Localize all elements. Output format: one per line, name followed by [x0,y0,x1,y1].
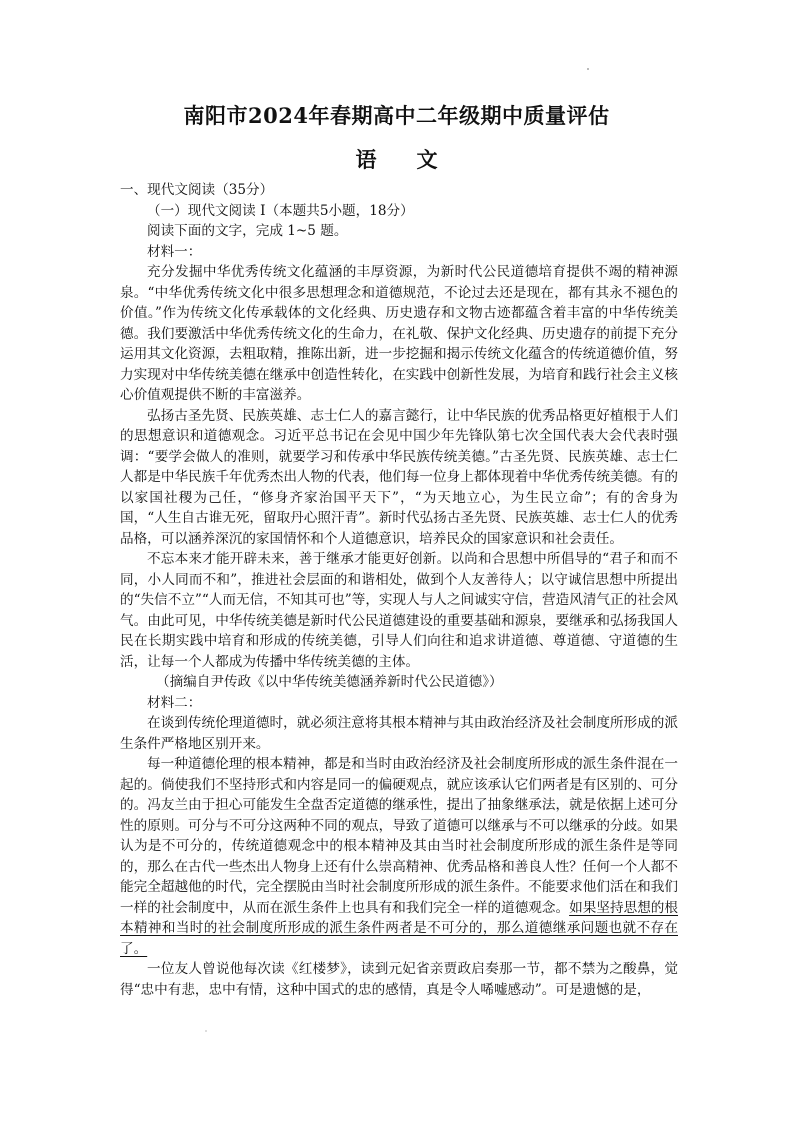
section-title: 一、现代文阅读（35分） [120,182,274,198]
material2-paragraph-3: 一位友人曾说他每次读《红楼梦》，读到元妃省亲贾政启奏那一节，都不禁为之酸鼻，觉得“忠中有悲，忠中有情，这种中国式的忠的感情，真是令人唏嘘感动”。可是遗憾的是， [120,961,678,998]
material2-paragraph-2 [120,754,678,959]
material1-label: 材料一： [147,243,202,260]
exam-content [120,180,678,1000]
scan-speck [587,68,589,70]
material1-source: （摘编自尹传政《以中华传统美德涵养新时代公民道德》） [156,674,503,690]
material1-paragraph-3: 不忘本来才能开辟未来，善于继承才能更好创新。以尚和合思想中所倡导的“君子和而不同，小人同而不和”，推进社会层面的和谐相处，做到个人友善待人；以守诚信思想中所提出的“失信不立”“人而无信，不知其可也”等，实现人与人之间诚实守信，营造风清气正的社会风气。由此可见，中华传统美德是新时代公民道德建设的重要基础和源泉，要继承和弘扬我国人民在长期实践中培育和形成的传统美德，引导人们向往和追求讲道德、尊道德、守道德的生活，让每一个人都成为传播中华传统美德的主体。 [120,551,678,670]
instruction-text: 阅读下面的文字，完成 1~5 题。 [147,223,348,239]
subject-char-2: 文 [416,147,438,172]
material1-paragraph-1: 充分发掘中华优秀传统文化蕴涵的丰厚资源，为新时代公民道德培育提供不竭的精神源泉。“中华优秀传统文化中很多思想理念和道德规范，不论过去还是现在，都有其永不褪色的价值。”作为传统文化传承载体的文化经典、历史遗存和文物古迹都蕴含着丰富的中华传统美德。我们要激活中华优秀传统文化的生命力，在礼敬、保护文化经典、历史遗存的前提下充分运用其文化资源，去粗取精，推陈出新，进一步挖掘和揭示传统文化蕴含的传统道德价值，努力实现对中华传统美德在继承中创造性转化，在实践中创新性发展，为培育和践行社会主义核心价值观提供不断的丰富滋养。 [120,264,678,403]
material2-paragraph-2-text: 每一种道德伦理的根本精神，都是和当时由政治经济及社会制度所形成的派生条件混在一起的。倘使我们不坚持形式和内容是同一的偏硬观点，就应该承认它们两者是有区别的、可分的。冯友兰由于担心可能发生全盘否定道德的继承性，提出了抽象继承法，就是依据上述可分性的原则。可分与不可分这两种不同的观点，导致了道德可以继承与不可以继承的分歧。如果认为是不可分的，传统道德观念中的根本精神及其由当时社会制度所形成的派生条件是等同的，那么在古代一些杰出人物身上还有什么崇高精神、优秀品格和善良人性？任何一个人都不能完全超越他的时代，完全摆脱由当时社会制度所形成的派生条件。不能要求他们活在和我们一样的社会制度中，从而在派生条件上也具有和我们完全一样的道德观念。 [120,756,678,916]
subject-title [0,144,793,174]
material1-paragraph-2: 弘扬古圣先贤、民族英雄、志士仁人的嘉言懿行，让中华民族的优秀品格更好植根于人们的思想意识和道德观念。习近平总书记在会见中国少年先锋队第七次全国代表大会代表时强调：“要学会做人的准则，就要学习和传承中华民族传统美德。”古圣先贤、民族英雄、志士仁人都是中华民族千年优秀杰出人物的代表，他们每一位身上都体现着中华优秀传统美德。有的以家国社稷为己任，“修身齐家治国平天下”，“为天地立心，为生民立命”；有的舍身为国，“人生自古谁无死，留取丹心照汗青”。新时代弘扬古圣先贤、民族英雄、志士仁人的优秀品格，可以涵养深沉的家国情怀和个人道德意识，培养民众的国家意识和社会责任。 [120,407,678,547]
underlined-key-sentence: 如果坚持思想的根本精神和当时的社会制度所形成的派生条件两者是不可分的，那么道德继承问题也就不存在了。 [120,899,679,957]
scan-speck [205,1030,207,1032]
subsection-title: （一）现代文阅读 I（本题共5小题，18分） [147,202,414,219]
material2-paragraph-1: 在谈到传统伦理道德时，就必须注意将其根本精神与其由政治经济及社会制度所形成的派生条件严格地区别开来。 [120,715,678,752]
exam-title: 南阳市2024年春期高中二年级期中质量评估 [183,103,610,128]
subject-char-1: 语 [355,147,377,172]
material2-label: 材料二： [147,694,202,711]
